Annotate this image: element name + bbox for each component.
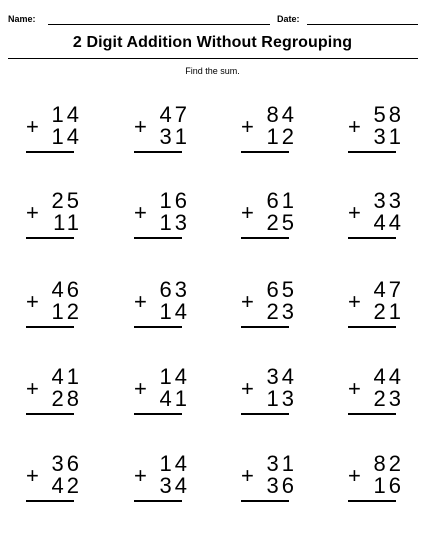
answer-line — [348, 151, 396, 153]
addition-problem — [346, 453, 412, 513]
addition-problem — [239, 453, 305, 513]
answer-line — [241, 413, 289, 415]
top-addend: 14 — [159, 364, 190, 389]
plus-sign: + — [241, 114, 254, 139]
top-addend: 14 — [159, 451, 190, 476]
answer-line — [348, 500, 396, 502]
answer-line — [26, 237, 74, 239]
top-addend: 84 — [266, 102, 297, 127]
answer-line — [26, 500, 74, 502]
top-addend: 61 — [266, 188, 297, 213]
bottom-addend: 42 — [51, 473, 82, 498]
addition-problem — [132, 453, 198, 513]
bottom-addend: 41 — [159, 386, 190, 411]
answer-line — [134, 413, 182, 415]
title-divider — [8, 58, 418, 59]
addition-problem — [239, 279, 305, 339]
answer-line — [134, 237, 182, 239]
answer-line — [134, 326, 182, 328]
plus-sign: + — [348, 376, 361, 401]
plus-sign: + — [26, 463, 39, 488]
top-addend: 47 — [373, 277, 404, 302]
bottom-addend: 28 — [51, 386, 82, 411]
bottom-addend: 23 — [266, 299, 297, 324]
top-addend: 36 — [51, 451, 82, 476]
addition-problem — [132, 366, 198, 426]
bottom-addend: 34 — [159, 473, 190, 498]
addition-problem — [346, 190, 412, 250]
addition-problem — [346, 279, 412, 339]
answer-line — [134, 151, 182, 153]
answer-line — [241, 237, 289, 239]
bottom-addend: 12 — [266, 124, 297, 149]
bottom-addend: 31 — [159, 124, 190, 149]
addition-problem — [239, 104, 305, 164]
plus-sign: + — [241, 289, 254, 314]
bottom-addend: 12 — [51, 299, 82, 324]
plus-sign: + — [348, 200, 361, 225]
plus-sign: + — [26, 114, 39, 139]
top-addend: 25 — [51, 188, 82, 213]
plus-sign: + — [26, 376, 39, 401]
answer-line — [241, 151, 289, 153]
name-label: Name: — [8, 14, 36, 24]
bottom-addend: 11 — [53, 210, 82, 235]
addition-problem — [132, 190, 198, 250]
top-addend: 41 — [51, 364, 82, 389]
top-addend: 31 — [266, 451, 297, 476]
bottom-addend: 13 — [159, 210, 190, 235]
plus-sign: + — [26, 289, 39, 314]
answer-line — [348, 326, 396, 328]
answer-line — [241, 326, 289, 328]
answer-line — [348, 413, 396, 415]
plus-sign: + — [134, 376, 147, 401]
name-blank-line — [48, 24, 270, 25]
addition-problem — [132, 279, 198, 339]
plus-sign: + — [348, 114, 361, 139]
plus-sign: + — [134, 463, 147, 488]
top-addend: 34 — [266, 364, 297, 389]
plus-sign: + — [241, 200, 254, 225]
addition-problem — [239, 190, 305, 250]
plus-sign: + — [348, 463, 361, 488]
bottom-addend: 21 — [373, 299, 404, 324]
addition-problem — [239, 366, 305, 426]
answer-line — [26, 151, 74, 153]
addition-problem — [24, 279, 90, 339]
addition-problem — [132, 104, 198, 164]
addition-problem — [346, 366, 412, 426]
addition-problem — [24, 104, 90, 164]
plus-sign: + — [26, 200, 39, 225]
bottom-addend: 31 — [373, 124, 404, 149]
answer-line — [134, 500, 182, 502]
top-addend: 63 — [159, 277, 190, 302]
top-addend: 82 — [373, 451, 404, 476]
instructions: Find the sum. — [185, 66, 240, 76]
top-addend: 14 — [51, 102, 82, 127]
plus-sign: + — [241, 376, 254, 401]
plus-sign: + — [348, 289, 361, 314]
addition-problem — [346, 104, 412, 164]
top-addend: 58 — [373, 102, 404, 127]
top-addend: 47 — [159, 102, 190, 127]
plus-sign: + — [241, 463, 254, 488]
bottom-addend: 13 — [266, 386, 297, 411]
bottom-addend: 14 — [51, 124, 82, 149]
top-addend: 16 — [159, 188, 190, 213]
answer-line — [26, 413, 74, 415]
plus-sign: + — [134, 289, 147, 314]
plus-sign: + — [134, 200, 147, 225]
bottom-addend: 14 — [159, 299, 190, 324]
bottom-addend: 36 — [266, 473, 297, 498]
answer-line — [348, 237, 396, 239]
top-addend: 65 — [266, 277, 297, 302]
bottom-addend: 23 — [373, 386, 404, 411]
date-blank-line — [307, 24, 418, 25]
bottom-addend: 16 — [373, 473, 404, 498]
plus-sign: + — [134, 114, 147, 139]
bottom-addend: 44 — [373, 210, 404, 235]
top-addend: 46 — [51, 277, 82, 302]
answer-line — [241, 500, 289, 502]
worksheet-header — [8, 10, 418, 26]
answer-line — [26, 326, 74, 328]
addition-problem — [24, 190, 90, 250]
worksheet-title: 2 Digit Addition Without Regrouping — [72, 34, 353, 51]
date-label: Date: — [277, 14, 300, 24]
bottom-addend: 25 — [266, 210, 297, 235]
top-addend: 33 — [373, 188, 404, 213]
addition-problem — [24, 366, 90, 426]
addition-problem — [24, 453, 90, 513]
top-addend: 44 — [373, 364, 404, 389]
